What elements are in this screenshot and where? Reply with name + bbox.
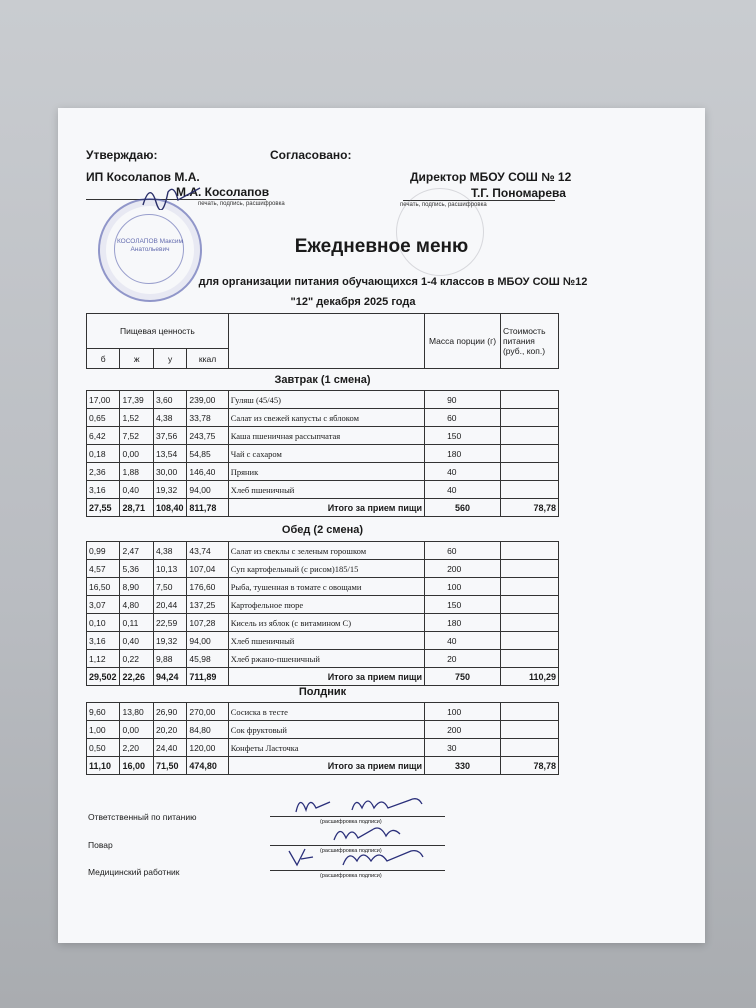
cell-kcal: 137,25 xyxy=(187,596,228,614)
cell-b: 16,50 xyxy=(87,578,120,596)
carbs-header: у xyxy=(153,349,186,369)
cell-name: Каша пшеничная рассыпчатая xyxy=(228,427,424,445)
left-name: М.А. Косолапов xyxy=(176,185,270,199)
faded-stamp xyxy=(396,188,484,276)
cell-mass: 20 xyxy=(425,650,501,668)
cell-zh: 1,88 xyxy=(120,463,153,481)
cell-cost xyxy=(500,650,558,668)
cell-b: 4,57 xyxy=(87,560,120,578)
cell-u: 26,90 xyxy=(153,703,186,721)
cell-u: 4,38 xyxy=(153,542,186,560)
cell-b: 1,00 xyxy=(87,721,120,739)
cell-u: 7,50 xyxy=(153,578,186,596)
cell-cost xyxy=(500,721,558,739)
cell-zh: 17,39 xyxy=(120,391,153,409)
cell-zh: 0,11 xyxy=(120,614,153,632)
total-u: 71,50 xyxy=(153,757,186,775)
cell-u: 19,32 xyxy=(153,481,186,499)
cell-cost xyxy=(500,596,558,614)
cell-b: 9,60 xyxy=(87,703,120,721)
cell-b: 0,18 xyxy=(87,445,120,463)
cell-name: Хлеб ржано-пшеничный xyxy=(228,650,424,668)
cell-cost xyxy=(500,542,558,560)
cell-zh: 13,80 xyxy=(120,703,153,721)
cell-cost xyxy=(500,409,558,427)
total-b: 11,10 xyxy=(87,757,120,775)
cell-kcal: 270,00 xyxy=(187,703,228,721)
cell-zh: 0,00 xyxy=(120,721,153,739)
table-row xyxy=(87,703,559,721)
total-b: 29,502 xyxy=(87,668,120,686)
cell-kcal: 243,75 xyxy=(187,427,228,445)
cell-cost xyxy=(500,739,558,757)
cell-b: 0,50 xyxy=(87,739,120,757)
signature-caption: (расшифровка подписи) xyxy=(320,873,382,879)
total-zh: 22,26 xyxy=(120,668,153,686)
cell-b: 0,65 xyxy=(87,409,120,427)
cell-zh: 5,36 xyxy=(120,560,153,578)
total-kcal: 711,89 xyxy=(187,668,228,686)
cell-u: 3,60 xyxy=(153,391,186,409)
nutrition-header: Пищевая ценность xyxy=(87,314,229,349)
cell-kcal: 176,60 xyxy=(187,578,228,596)
cell-cost xyxy=(500,614,558,632)
table-row xyxy=(87,650,559,668)
cell-kcal: 120,00 xyxy=(187,739,228,757)
total-cost: 78,78 xyxy=(500,757,558,775)
cell-u: 13,54 xyxy=(153,445,186,463)
total-u: 108,40 xyxy=(153,499,186,517)
signature-3 xyxy=(283,843,443,871)
cell-zh: 0,00 xyxy=(120,445,153,463)
left-caption: печать, подпись, расшифровка xyxy=(198,201,285,207)
cell-cost xyxy=(500,427,558,445)
cost-header: Стоимость питания (руб., коп.) xyxy=(500,314,558,369)
cell-cost xyxy=(500,481,558,499)
total-kcal: 811,78 xyxy=(187,499,228,517)
cell-mass: 30 xyxy=(425,739,501,757)
cell-u: 10,13 xyxy=(153,560,186,578)
cell-kcal: 107,28 xyxy=(187,614,228,632)
cell-cost xyxy=(500,632,558,650)
cell-name: Хлеб пшеничный xyxy=(228,481,424,499)
table-row xyxy=(87,391,559,409)
cell-b: 0,99 xyxy=(87,542,120,560)
table-row xyxy=(87,578,559,596)
cell-u: 37,56 xyxy=(153,427,186,445)
cell-u: 20,20 xyxy=(153,721,186,739)
table-row xyxy=(87,445,559,463)
total-cost: 78,78 xyxy=(500,499,558,517)
signature-caption: (расшифровка подписи) xyxy=(320,819,382,825)
cell-zh: 1,52 xyxy=(120,409,153,427)
total-label: Итого за прием пищи xyxy=(228,668,424,686)
cell-u: 20,44 xyxy=(153,596,186,614)
cell-b: 3,16 xyxy=(87,481,120,499)
cell-cost xyxy=(500,445,558,463)
cell-cost xyxy=(500,463,558,481)
left-org: ИП Косолапов М.А. xyxy=(86,170,200,184)
cell-zh: 0,22 xyxy=(120,650,153,668)
cell-mass: 150 xyxy=(425,596,501,614)
cell-u: 22,59 xyxy=(153,614,186,632)
cell-b: 1,12 xyxy=(87,650,120,668)
agreed-label: Согласовано: xyxy=(270,148,352,162)
cell-zh: 0,40 xyxy=(120,481,153,499)
cell-name: Суп картофельный (с рисом)185/15 xyxy=(228,560,424,578)
snack-table xyxy=(86,702,559,775)
left-signature xyxy=(138,180,208,210)
cell-u: 30,00 xyxy=(153,463,186,481)
cell-b: 3,07 xyxy=(87,596,120,614)
cell-kcal: 107,04 xyxy=(187,560,228,578)
cell-mass: 100 xyxy=(425,578,501,596)
approve-label: Утверждаю: xyxy=(86,148,158,162)
cell-kcal: 45,98 xyxy=(187,650,228,668)
table-row xyxy=(87,542,559,560)
cell-name: Салат из свежей капусты с яблоком xyxy=(228,409,424,427)
total-mass: 750 xyxy=(425,668,501,686)
right-org: Директор МБОУ СОШ № 12 xyxy=(410,170,572,184)
page-title: Ежедневное меню xyxy=(294,236,469,257)
total-mass: 330 xyxy=(425,757,501,775)
cell-kcal: 94,00 xyxy=(187,481,228,499)
breakfast-table xyxy=(86,390,559,517)
signature-role: Повар xyxy=(88,840,113,850)
cell-mass: 60 xyxy=(425,409,501,427)
cell-b: 3,16 xyxy=(87,632,120,650)
cell-zh: 2,20 xyxy=(120,739,153,757)
right-name: Т.Г. Пономарева xyxy=(471,186,566,200)
section-title-snack: Полдник xyxy=(298,686,347,698)
cell-name: Чай с сахаром xyxy=(228,445,424,463)
cell-u: 9,88 xyxy=(153,650,186,668)
table-row xyxy=(87,463,559,481)
right-caption: печать, подпись, расшифровка xyxy=(400,202,487,208)
dish-header xyxy=(228,314,424,369)
total-cost: 110,29 xyxy=(500,668,558,686)
total-mass: 560 xyxy=(425,499,501,517)
total-label: Итого за прием пищи xyxy=(228,499,424,517)
cell-name: Сосиска в тесте xyxy=(228,703,424,721)
cell-kcal: 84,80 xyxy=(187,721,228,739)
cell-mass: 90 xyxy=(425,391,501,409)
table-row xyxy=(87,409,559,427)
cell-kcal: 43,74 xyxy=(187,542,228,560)
cell-mass: 150 xyxy=(425,427,501,445)
cell-b: 6,42 xyxy=(87,427,120,445)
protein-header: б xyxy=(87,349,120,369)
date-line: "12" декабря 2025 года xyxy=(290,296,416,308)
cell-name: Кисель из яблок (с витамином С) xyxy=(228,614,424,632)
total-row xyxy=(87,757,559,775)
kcal-header: ккал xyxy=(187,349,228,369)
table-row xyxy=(87,632,559,650)
section-title-lunch: Обед (2 смена) xyxy=(281,524,364,536)
cell-u: 19,32 xyxy=(153,632,186,650)
signature-1 xyxy=(290,790,440,818)
table-row xyxy=(87,560,559,578)
cell-cost xyxy=(500,560,558,578)
cell-mass: 180 xyxy=(425,614,501,632)
cell-b: 0,10 xyxy=(87,614,120,632)
cell-mass: 40 xyxy=(425,481,501,499)
cell-mass: 40 xyxy=(425,463,501,481)
table-row xyxy=(87,596,559,614)
cell-zh: 0,40 xyxy=(120,632,153,650)
cell-cost xyxy=(500,578,558,596)
total-zh: 16,00 xyxy=(120,757,153,775)
cell-mass: 200 xyxy=(425,721,501,739)
cell-kcal: 33,78 xyxy=(187,409,228,427)
subtitle: для организации питания обучающихся 1-4 классов в МБОУ СОШ №12 xyxy=(198,276,588,288)
total-row xyxy=(87,499,559,517)
cell-zh: 7,52 xyxy=(120,427,153,445)
cell-cost xyxy=(500,391,558,409)
signature-caption: (расшифровка подписи) xyxy=(320,848,382,854)
cell-kcal: 239,00 xyxy=(187,391,228,409)
table-row xyxy=(87,427,559,445)
total-u: 94,24 xyxy=(153,668,186,686)
cell-name: Пряник xyxy=(228,463,424,481)
cell-mass: 100 xyxy=(425,703,501,721)
cell-zh: 8,90 xyxy=(120,578,153,596)
cell-cost xyxy=(500,703,558,721)
cell-zh: 4,80 xyxy=(120,596,153,614)
signature-role: Ответственный по питанию xyxy=(88,812,197,822)
cell-u: 24,40 xyxy=(153,739,186,757)
cell-zh: 2,47 xyxy=(120,542,153,560)
cell-mass: 60 xyxy=(425,542,501,560)
cell-name: Сок фруктовый xyxy=(228,721,424,739)
signature-role: Медицинский работник xyxy=(88,867,180,877)
table-row xyxy=(87,739,559,757)
fat-header: ж xyxy=(120,349,153,369)
table-row xyxy=(87,481,559,499)
stamp-text: КОСОЛАПОВ Максим Анатольевич xyxy=(116,238,184,253)
cell-name: Салат из свеклы с зеленым горошком xyxy=(228,542,424,560)
lunch-table xyxy=(86,541,559,686)
table-row xyxy=(87,614,559,632)
total-row xyxy=(87,668,559,686)
cell-kcal: 146,40 xyxy=(187,463,228,481)
cell-name: Хлеб пшеничный xyxy=(228,632,424,650)
cell-b: 17,00 xyxy=(87,391,120,409)
cell-kcal: 94,00 xyxy=(187,632,228,650)
total-kcal: 474,80 xyxy=(187,757,228,775)
cell-mass: 180 xyxy=(425,445,501,463)
total-zh: 28,71 xyxy=(120,499,153,517)
cell-u: 4,38 xyxy=(153,409,186,427)
menu-document xyxy=(58,108,705,943)
total-b: 27,55 xyxy=(87,499,120,517)
mass-header: Масса порции (г) xyxy=(425,314,501,369)
cell-name: Рыба, тушенная в томате с овощами xyxy=(228,578,424,596)
section-title-breakfast: Завтрак (1 смена) xyxy=(274,374,371,386)
total-label: Итого за прием пищи xyxy=(228,757,424,775)
menu-table-header xyxy=(86,313,559,369)
cell-name: Гуляш (45/45) xyxy=(228,391,424,409)
cell-b: 2,36 xyxy=(87,463,120,481)
cell-mass: 40 xyxy=(425,632,501,650)
table-row xyxy=(87,721,559,739)
cell-name: Конфеты Ласточка xyxy=(228,739,424,757)
cell-mass: 200 xyxy=(425,560,501,578)
cell-kcal: 54,85 xyxy=(187,445,228,463)
cell-name: Картофельное пюре xyxy=(228,596,424,614)
